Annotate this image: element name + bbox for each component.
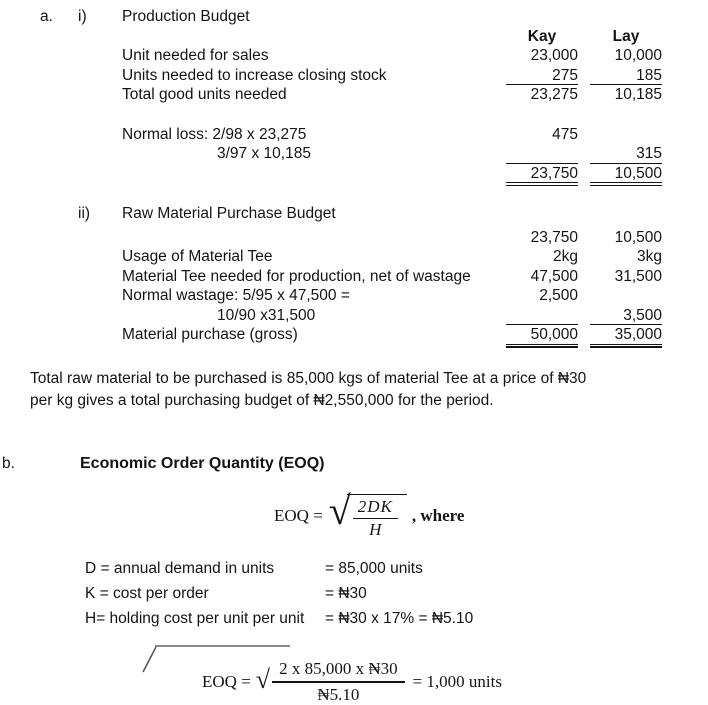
row-label xyxy=(122,164,506,184)
col-header-lay: Lay xyxy=(612,27,640,45)
cell-kay: 275 xyxy=(506,66,578,86)
definition-term: H= holding cost per unit per unit xyxy=(85,610,305,627)
definition-row xyxy=(85,606,473,631)
cell-kay: 2,500 xyxy=(539,287,578,304)
cell-kay: 2kg xyxy=(553,248,578,265)
section-raw-material-purchase-budget xyxy=(0,204,708,345)
fraction-denominator: H xyxy=(369,520,382,539)
radicand xyxy=(347,494,407,540)
definition-term: K = cost per order xyxy=(85,585,209,602)
col-header-kay: Kay xyxy=(527,27,557,45)
fraction xyxy=(353,497,398,540)
cell-kay: 50,000 xyxy=(506,325,578,345)
cell-kay xyxy=(506,144,578,164)
fraction xyxy=(272,659,405,705)
cell-kay: 23,000 xyxy=(530,47,578,64)
cell-lay: 35,000 xyxy=(590,325,662,345)
formula-suffix: , where xyxy=(411,506,465,525)
fraction-numerator: 2DK xyxy=(353,497,398,519)
cell-kay xyxy=(506,306,578,326)
section-production-budget xyxy=(0,7,708,183)
row-label: Normal loss: 2/98 x 23,275 xyxy=(122,125,307,143)
section-b-heading xyxy=(0,454,324,474)
list-label-ii: ii) xyxy=(78,205,91,222)
part-ii-title: Raw Material Purchase Budget xyxy=(122,205,336,222)
fraction-numerator: 2 x 85,000 x ₦30 xyxy=(272,659,405,683)
definition-value: = ₦30 xyxy=(325,585,367,602)
column-header-row xyxy=(0,27,708,47)
budget-row xyxy=(0,125,708,145)
summary-line-2: per kg gives a total purchasing budget of ₦2,550,000 for the period. xyxy=(30,392,494,409)
cell-lay: 31,500 xyxy=(614,267,662,285)
row-label: 10/90 x31,500 xyxy=(217,306,316,324)
row-label xyxy=(122,228,506,248)
cell-lay: 3,500 xyxy=(590,306,662,326)
radical-icon: √ xyxy=(255,665,271,694)
definition-value: = 85,000 units xyxy=(325,560,423,577)
cell-kay: 23,275 xyxy=(530,86,578,103)
budget-total-row xyxy=(0,164,708,184)
cell-lay: 10,000 xyxy=(614,47,662,64)
cell-lay: 10,500 xyxy=(614,228,662,246)
part-ii-heading xyxy=(0,204,708,224)
row-label: Unit needed for sales xyxy=(122,47,269,64)
row-label: Units needed to increase closing stock xyxy=(122,66,387,84)
row-label: 3/97 x 10,185 xyxy=(217,145,311,162)
cell-lay: 3kg xyxy=(637,248,662,265)
row-label: Material purchase (gross) xyxy=(122,326,298,343)
budget-row xyxy=(0,66,708,86)
cell-kay: 47,500 xyxy=(530,267,578,285)
budget-row xyxy=(0,144,708,164)
cell-kay: 23,750 xyxy=(506,164,578,184)
budget-total-row xyxy=(0,325,708,345)
cell-lay xyxy=(590,125,662,145)
definition-row xyxy=(85,556,473,581)
cell-lay: 10,500 xyxy=(590,164,662,184)
cell-kay: 475 xyxy=(552,125,578,143)
summary-paragraph xyxy=(30,368,698,412)
budget-row xyxy=(0,286,708,306)
definition-row xyxy=(85,581,473,606)
list-label-i: i) xyxy=(78,8,87,25)
radical-icon: √ xyxy=(328,488,351,533)
cell-kay: 23,750 xyxy=(530,228,578,246)
budget-row xyxy=(0,247,708,267)
calculation-result: = 1,000 units xyxy=(412,672,502,691)
variable-definitions xyxy=(85,556,473,631)
definition-value: = ₦30 x 17% = ₦5.10 xyxy=(325,610,474,627)
list-label-a: a. xyxy=(40,8,53,25)
budget-row xyxy=(0,46,708,66)
list-label-b: b. xyxy=(2,455,15,472)
eoq-formula xyxy=(274,488,465,540)
spacer xyxy=(0,105,708,125)
budget-row xyxy=(0,85,708,105)
row-label: Usage of Material Tee xyxy=(122,248,273,265)
section-b-title: Economic Order Quantity (EOQ) xyxy=(80,455,325,472)
row-label xyxy=(122,27,506,47)
part-i-title: Production Budget xyxy=(122,8,250,25)
cell-lay: 10,185 xyxy=(614,86,662,103)
summary-line-1: Total raw material to be purchased is 85,000 kgs of material Tee at a price of ₦30 xyxy=(30,370,587,387)
budget-row xyxy=(0,306,708,326)
eoq-calculation xyxy=(202,659,502,705)
cell-lay: 315 xyxy=(590,144,662,164)
budget-row xyxy=(0,267,708,287)
formula-lhs: EOQ = xyxy=(274,506,323,525)
cell-lay: 185 xyxy=(590,66,662,86)
budget-row xyxy=(0,228,708,248)
formula-lhs: EOQ = xyxy=(202,672,251,691)
fraction-denominator: ₦5.10 xyxy=(317,685,360,704)
cell-lay xyxy=(590,286,662,306)
square-root xyxy=(328,488,407,540)
part-i-heading xyxy=(0,7,708,27)
definition-term: D = annual demand in units xyxy=(85,560,275,577)
row-label: Material Tee needed for production, net of wastage xyxy=(122,267,471,285)
row-label: Normal wastage: 5/95 x 47,500 = xyxy=(122,287,350,304)
row-label: Total good units needed xyxy=(122,86,287,103)
